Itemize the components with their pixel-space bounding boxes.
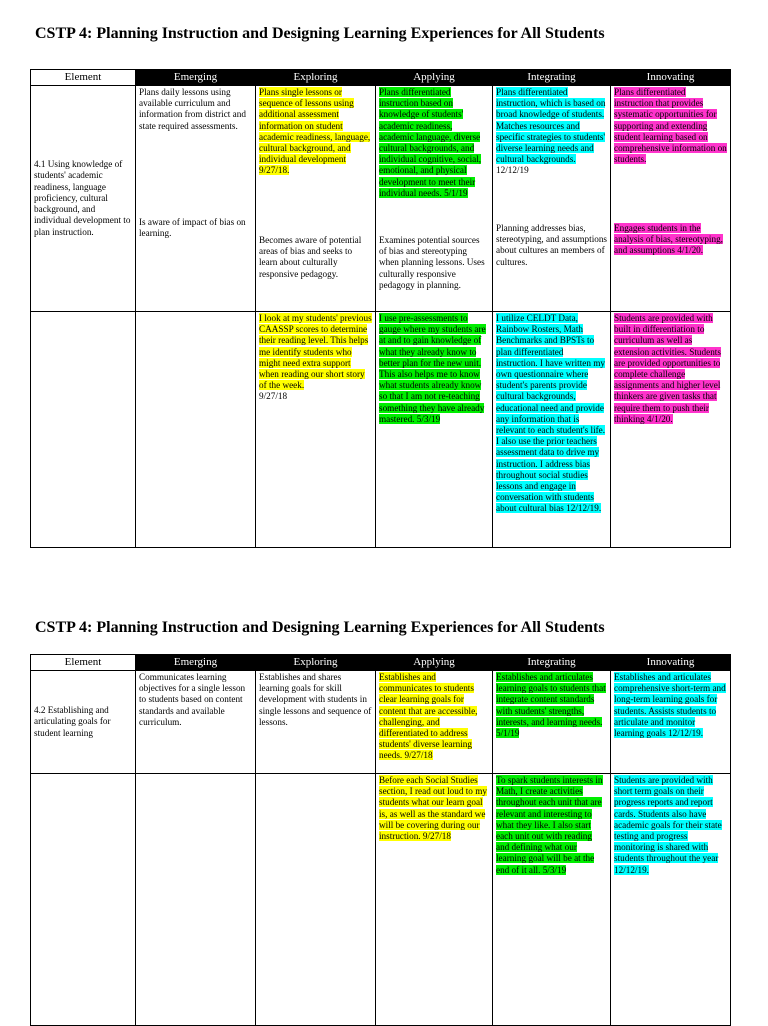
element-header: Element — [31, 70, 136, 86]
section1-title: CSTP 4: Planning Instruction and Designing Learning Experiences for All Students — [35, 25, 605, 42]
innovating-highlighted-text: Establishes and articulates comprehensive short-term and long-term learning goals for students. Assists students to articulate and monitor learning goals 12/12/19. — [614, 672, 726, 739]
header-row — [31, 70, 731, 86]
emerging-cell — [136, 86, 256, 312]
emerging-cell — [136, 671, 256, 774]
integrating-evidence-cell — [493, 774, 611, 1026]
exploring-evidence-text: I look at my students' previous CAASSP scores to determine their reading level. This helps me identify students who might need extra support when reading our short story of the week. — [259, 313, 372, 391]
column-header-applying: Applying — [376, 655, 493, 671]
exploring-highlighted-text: Plans single lessons or sequence of lessons using additional assessment information on student academic readiness, language, cultural background, and individual development 9/27/18. — [259, 87, 371, 176]
section2-rubric-table — [30, 654, 731, 1026]
applying-evidence-cell — [376, 774, 493, 1026]
innovating-highlighted-text-b: Engages students in the analysis of bias, stereotyping, and assumptions 4/1/20. — [614, 223, 723, 256]
column-header-innovating: Innovating — [611, 70, 731, 86]
integrating-evidence-text: I utilize CELDT Data, Rainbow Rosters, Math Benchmarks and BPSTs to plan differentiated instruction. I have written my own questionnaire where student's parents provide cultural backgrounds, educational need and provide any information that is relevant to each student's life. I also use the prior teachers assessment data to drive my instruction. I address bias throughout social studies lessons and engage in conversation with students about cultural bias 12/12/19. — [496, 313, 606, 514]
exploring-text: Establishes and shares learning goals for skill development with students in single lessons and sequence of lessons. — [259, 672, 372, 727]
table-row — [31, 86, 731, 312]
applying-cell — [376, 86, 493, 312]
integrating-highlighted-text: Establishes and articulates learning goals to students that integrate content standards with students' strengths, interests, and learning needs. 5/1/19 — [496, 672, 606, 739]
integrating-highlighted-text: Plans differentiated instruction, which is based on broad knowledge of students. Matches resources and specific strategies to students' diverse learning needs and cultural backgrounds. — [496, 87, 606, 165]
innovating-evidence-cell — [611, 312, 731, 548]
applying-text-b: Examines potential sources of bias and stereotyping when planning lessons. Uses culturally responsive pedagogy in planning. — [379, 235, 485, 290]
header-row — [31, 655, 731, 671]
section2-title: CSTP 4: Planning Instruction and Designing Learning Experiences for All Students — [35, 619, 605, 636]
exploring-evidence-cell — [256, 774, 376, 1026]
column-header-exploring: Exploring — [256, 655, 376, 671]
column-header-applying: Applying — [376, 70, 493, 86]
table-row — [31, 671, 731, 774]
integrating-date: 12/12/19 — [496, 165, 529, 176]
applying-highlighted-text: Establishes and communicates to students clear learning goals for content that are accessible, challenging, and differentiated to address students' diverse learning needs. 9/27/18 — [379, 672, 478, 761]
column-header-integrating: Integrating — [493, 70, 611, 86]
emerging-text-b: Is aware of impact of bias on learning. — [139, 217, 246, 239]
applying-cell — [376, 671, 493, 774]
section1-rubric-table — [30, 69, 731, 548]
emerging-text-a: Plans daily lessons using available curriculum and information from district and state required assessments. — [139, 87, 246, 131]
column-header-exploring: Exploring — [256, 70, 376, 86]
exploring-text-b: Becomes aware of potential areas of bias and seeks to learn about culturally responsive pedagogy. — [259, 235, 362, 279]
empty-element-cell — [31, 312, 136, 548]
emerging-evidence-cell — [136, 774, 256, 1026]
table-row — [31, 312, 731, 548]
element-description: 4.1 Using knowledge of students' academic readiness, language proficiency, cultural background, and individual development to plan instruction. — [34, 159, 131, 237]
applying-evidence-text: I use pre-assessments to gauge where my students are at and to gain knowledge of what they already know to better plan for the new unit. This also helps me to know what students already know so that I am not re-teaching something they have already mastered. 5/3/19 — [379, 313, 486, 424]
column-header-emerging: Emerging — [136, 70, 256, 86]
exploring-evidence-date: 9/27/18 — [259, 391, 288, 402]
applying-highlighted-text: Plans differentiated instruction based on knowledge of students' academic readiness, academic language, diverse cultural backgrounds, and individual cognitive, social, emotional, and physical development to meet their individual needs. 5/1/19 — [379, 87, 482, 198]
integrating-evidence-cell — [493, 312, 611, 548]
exploring-cell — [256, 86, 376, 312]
column-header-emerging: Emerging — [136, 655, 256, 671]
element-header: Element — [31, 655, 136, 671]
exploring-evidence-cell — [256, 312, 376, 548]
integrating-evidence-text: To spark students interests in Math, I create activities throughout each unit that are relevant and interesting to what they like. I also start each unit out with reading and defining what our learning goal will be at the end of it all. 5/3/19 — [496, 775, 603, 875]
innovating-evidence-text: Students are provided with short term goals on their progress reports and report cards. Students also have academic goals for their state testing and progress monitoring is shared with students throughout the year 12/12/19. — [614, 775, 722, 875]
applying-evidence-cell — [376, 312, 493, 548]
applying-evidence-text: Before each Social Studies section, I read out loud to my students what our learn goal is, as well as the standard we will be covering during our instruction. 9/27/18 — [379, 775, 487, 842]
column-header-integrating: Integrating — [493, 655, 611, 671]
integrating-cell — [493, 86, 611, 312]
element-description-cell — [31, 671, 136, 774]
integrating-cell — [493, 671, 611, 774]
column-header-innovating: Innovating — [611, 655, 731, 671]
innovating-highlighted-text: Plans differentiated instruction that provides systematic opportunities for supporting and extending student learning based on comprehensive information on students. — [614, 87, 727, 165]
innovating-cell — [611, 671, 731, 774]
integrating-text-b: Planning addresses bias, stereotyping, and assumptions about cultures an members of cultures. — [496, 223, 608, 267]
element-description: 4.2 Establishing and articulating goals for student learning — [34, 705, 111, 738]
innovating-evidence-text: Students are provided with built in differentiation to curriculum as well as extension activities. Students are provided opportunities to complete challenge assignments and higher level thinkers are given tasks that require them to push their thinking 4/1/20. — [614, 313, 721, 424]
empty-element-cell — [31, 774, 136, 1026]
exploring-cell — [256, 671, 376, 774]
element-description-cell — [31, 86, 136, 312]
emerging-evidence-cell — [136, 312, 256, 548]
innovating-evidence-cell — [611, 774, 731, 1026]
table-row — [31, 774, 731, 1026]
emerging-text: Communicates learning objectives for a single lesson to students based on content standards and available curriculum. — [139, 672, 246, 727]
innovating-cell — [611, 86, 731, 312]
